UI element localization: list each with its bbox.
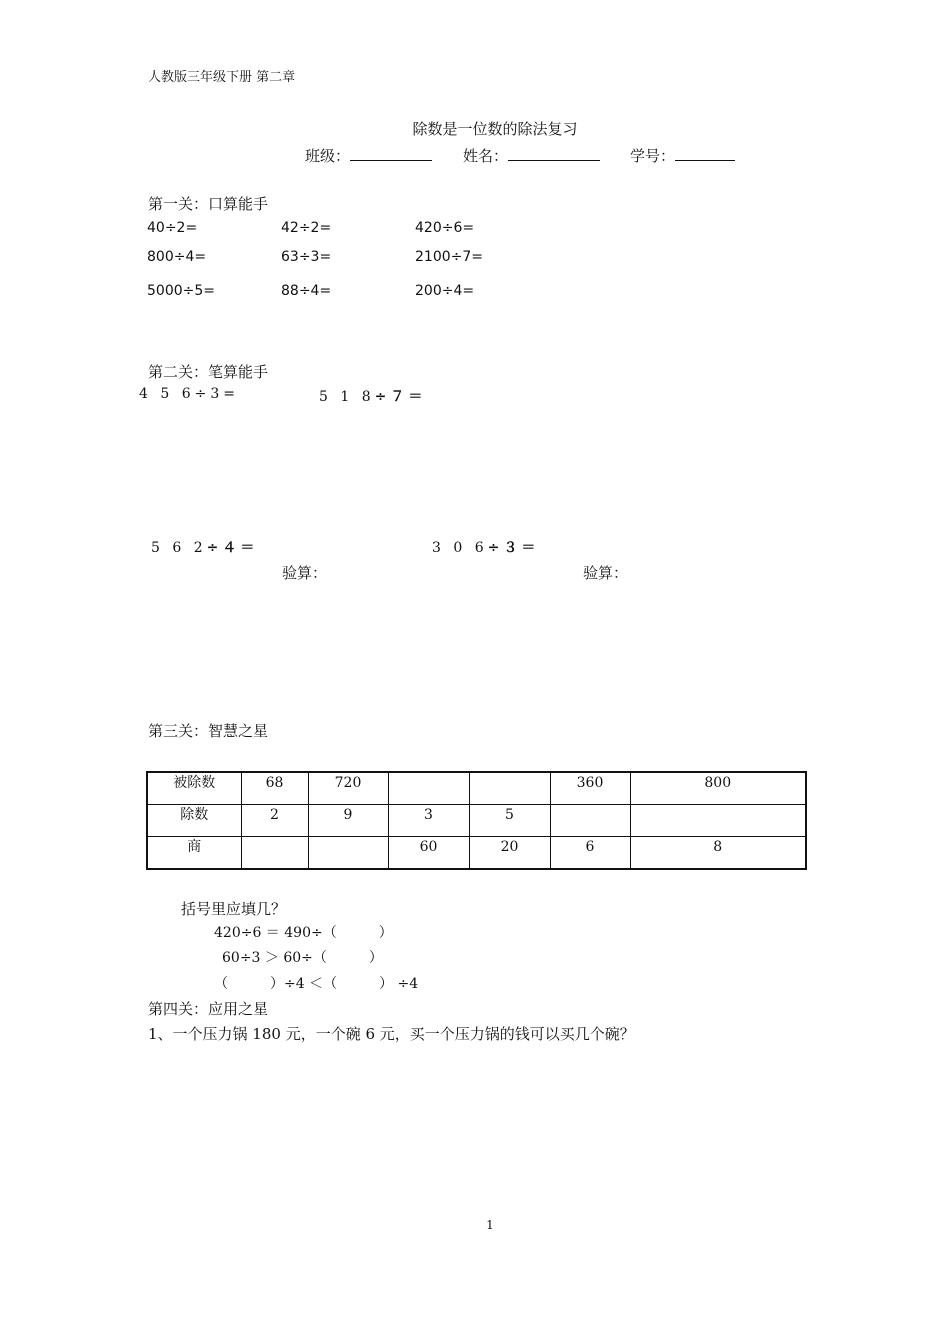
- problem-operator: ÷４＝: [206, 540, 259, 556]
- table-cell: 800: [630, 772, 806, 805]
- written-problem-4: [432, 537, 539, 557]
- fill-problem-3: （ ）÷4 ＜（ ） ÷4: [214, 976, 419, 992]
- table-cell: 3: [388, 805, 469, 837]
- page-title: 除数是一位数的除法复习: [412, 120, 578, 138]
- section3-title: 第三关：智慧之星: [148, 722, 269, 740]
- problem-digits: 5 1 8: [319, 389, 375, 405]
- class-blank: [350, 146, 432, 161]
- check-label-2: 验算：: [583, 564, 629, 582]
- table-cell: 6: [550, 837, 630, 870]
- table-cell[interactable]: [630, 805, 806, 837]
- section2-title: 第二关：笔算能手: [148, 363, 269, 381]
- name-field: [463, 145, 600, 166]
- fill-problem-1: 420÷6 ＝ 490÷（ ）: [214, 925, 393, 941]
- page-number: 1: [486, 1218, 494, 1232]
- table-cell[interactable]: [469, 772, 550, 805]
- written-problem-1: 4 5 6÷3=: [139, 386, 239, 402]
- oral-problem: 800÷4=: [147, 249, 207, 265]
- oral-problem: 40÷2=: [147, 220, 198, 236]
- oral-problem: 42÷2=: [281, 220, 332, 236]
- oral-problem: 420÷6=: [415, 220, 475, 236]
- section4-title: 第四关：应用之星: [148, 1000, 269, 1018]
- table-cell: 被除数: [147, 772, 241, 805]
- table-cell: 9: [308, 805, 388, 837]
- oral-problem: 2100÷7=: [415, 249, 483, 265]
- problem-operator: ÷７＝: [374, 389, 427, 405]
- table-cell: 5: [469, 805, 550, 837]
- class-field: [305, 145, 432, 166]
- problem-digits: 3 0 6: [432, 540, 488, 556]
- oral-problem: 88÷4=: [281, 283, 332, 299]
- table-row: [147, 772, 806, 805]
- division-table: [146, 771, 807, 870]
- table-cell: 除数: [147, 805, 241, 837]
- oral-problem: 200÷4=: [415, 283, 475, 299]
- table-cell: 68: [241, 772, 308, 805]
- table-row: [147, 805, 806, 837]
- word-problem-1: 1、一个压力锅 180 元，一个碗 6 元，买一个压力锅的钱可以买几个碗？: [148, 1025, 635, 1043]
- oral-problem: 5000÷5=: [147, 283, 215, 299]
- document-header: 人教版三年级下册 第二章: [148, 70, 296, 85]
- id-field: [630, 145, 735, 166]
- check-label-1: 验算：: [282, 564, 328, 582]
- table-cell[interactable]: [308, 837, 388, 870]
- id-label: 学号：: [630, 147, 676, 165]
- class-label: 班级：: [305, 147, 351, 165]
- section1-title: 第一关：口算能手: [148, 195, 269, 213]
- name-label: 姓名：: [463, 147, 509, 165]
- id-blank: [675, 146, 735, 161]
- table-cell[interactable]: [388, 772, 469, 805]
- table-cell: 60: [388, 837, 469, 870]
- table-cell: 360: [550, 772, 630, 805]
- oral-problem: 63÷3=: [281, 249, 332, 265]
- table-cell: 20: [469, 837, 550, 870]
- table-cell[interactable]: [241, 837, 308, 870]
- fill-problem-2: 60÷3 ＞ 60÷（ ）: [222, 950, 383, 966]
- written-problem-2: [319, 386, 426, 406]
- table-cell: 商: [147, 837, 241, 870]
- table-cell: 8: [630, 837, 806, 870]
- table-cell: 2: [241, 805, 308, 837]
- table-cell: 720: [308, 772, 388, 805]
- fill-title: 括号里应填几？: [181, 900, 287, 918]
- written-problem-3: [151, 537, 258, 557]
- name-blank: [508, 146, 600, 161]
- problem-operator: ÷３＝: [487, 540, 540, 556]
- problem-digits: 5 6 2: [151, 540, 207, 556]
- table-cell[interactable]: [550, 805, 630, 837]
- table-row: [147, 837, 806, 870]
